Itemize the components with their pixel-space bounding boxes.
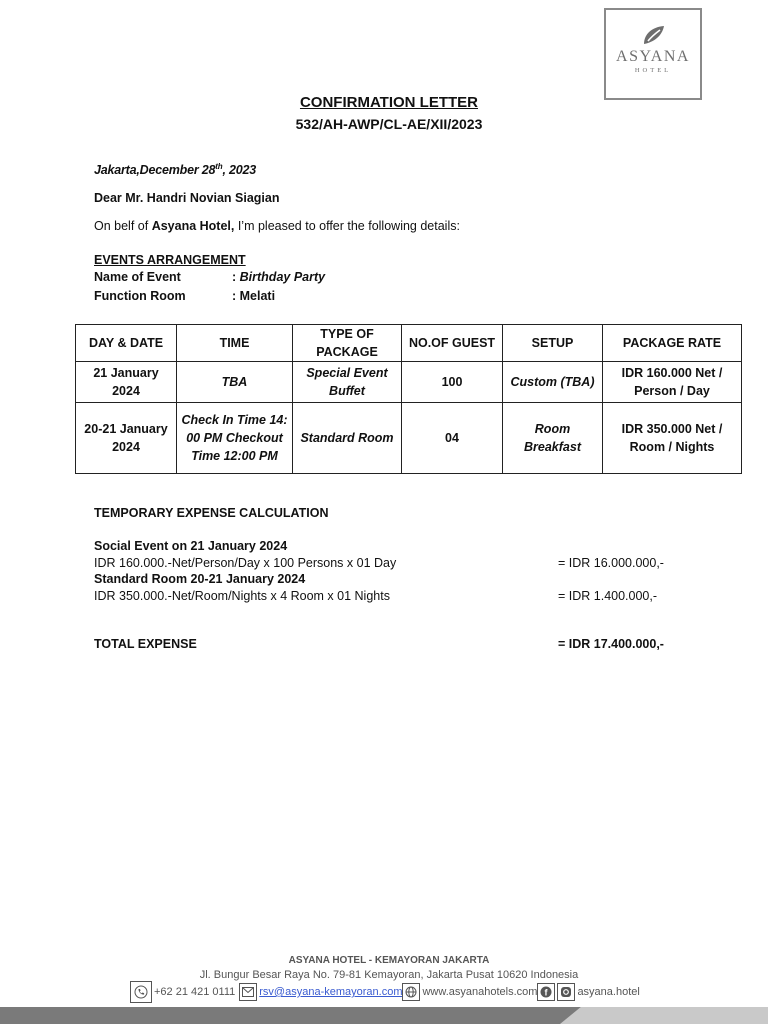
cell-time: TBA [177,362,293,403]
event-name-label: Name of Event [94,270,181,284]
calc-item-detail: IDR 350.000.-Net/Room/Nights x 4 Room x 01 Nights [94,589,390,603]
event-name-row [94,270,326,284]
footer-contacts [130,981,640,1003]
cell-setup: Custom (TBA) [503,362,603,403]
calc-item-title: Standard Room 20-21 January 2024 [94,572,306,586]
logo-subtitle: HOTEL [634,67,672,74]
footer-email-link[interactable]: rsv@asyana-kemayoran.com [259,986,403,998]
intro-post: I’m pleased to offer the following details: [234,219,460,233]
globe-icon [402,983,420,1001]
header-package-rate: PACKAGE RATE [603,325,742,362]
svg-text:f: f [544,987,548,998]
function-room-text: Melati [239,289,276,303]
cell-guests: 04 [402,403,503,474]
leaf-logo-icon [640,24,666,46]
footer-band-accent [560,1007,768,1024]
facebook-icon [537,983,555,1001]
header-guests: NO.OF GUEST [402,325,503,362]
cell-guests: 100 [402,362,503,403]
cell-rate: IDR 350.000 Net / Room / Nights [603,403,742,474]
calc-item-title: Social Event on 21 January 2024 [94,539,288,553]
cell-setup: Room Breakfast [503,403,603,474]
header-day-date: DAY & DATE [76,325,177,362]
phone-icon [130,981,152,1003]
function-room-value: : Melati [232,289,276,303]
events-heading: EVENTS ARRANGEMENT [94,253,246,267]
cell-date: 20-21 January 2024 [76,403,177,474]
cell-date: 21 January 2024 [76,362,177,403]
intro-hotel-name: Asyana Hotel, [151,219,235,233]
letter-title: CONFIRMATION LETTER [299,94,479,111]
table-row [76,403,742,474]
footer-social-handle: asyana.hotel [577,986,640,998]
salutation: Dear Mr. Handri Novian Siagian [94,191,280,205]
event-name-value: : Birthday Party [232,270,326,284]
intro-paragraph [94,219,460,233]
cell-package: Standard Room [293,403,402,474]
reference-number: 532/AH-AWP/CL-AE/XII/2023 [295,116,483,132]
cell-rate: IDR 160.000 Net / Person / Day [603,362,742,403]
total-label: TOTAL EXPENSE [94,637,197,651]
date-prefix: Jakarta,December 28 [94,163,216,178]
header-time: TIME [177,325,293,362]
mail-icon [239,983,257,1001]
function-room-row [94,289,276,303]
date-suffix: , 2023 [222,163,257,178]
calc-heading: TEMPORARY EXPENSE CALCULATION [94,506,329,520]
footer-address: Jl. Bungur Besar Raya No. 79-81 Kemayoran, Jakarta Pusat 10620 Indonesia [199,969,579,981]
date-superscript: th [215,162,223,171]
footer-phone: +62 21 421 0111 [154,986,236,998]
instagram-icon [557,983,575,1001]
calc-item-amount: = IDR 1.400.000,- [558,589,658,603]
footer-hotel-name: ASYANA HOTEL - KEMAYORAN JAKARTA [288,955,490,966]
header-package-type: TYPE OF PACKAGE [293,325,402,362]
cell-package: Special Event Buffet [293,362,402,403]
table-header-row [76,325,742,362]
events-table [75,324,742,474]
intro-pre: On belf of [94,219,152,233]
calc-item-detail: IDR 160.000.-Net/Person/Day x 100 Persons x 01 Day [94,556,397,570]
hotel-logo [604,8,702,100]
event-name-text: Birthday Party [239,270,326,284]
table-row [76,362,742,403]
letter-date [94,162,256,177]
header-setup: SETUP [503,325,603,362]
cell-time: Check In Time 14: 00 PM Checkout Time 12:00 PM [177,403,293,474]
calc-item-amount: = IDR 16.000.000,- [558,556,664,570]
footer-website-link[interactable]: www.asyanahotels.com [422,986,538,998]
function-room-label: Function Room [94,289,186,303]
logo-name: ASYANA [616,48,690,65]
total-amount: = IDR 17.400.000,- [558,637,664,651]
